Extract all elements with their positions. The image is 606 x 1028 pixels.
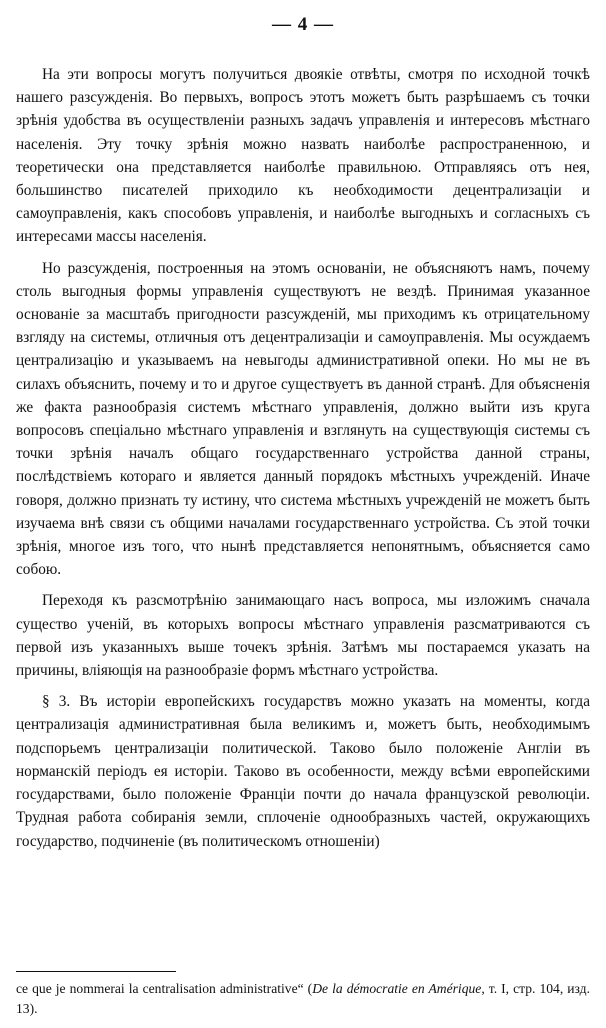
page-number: — 4 —: [272, 14, 334, 35]
paragraph-4: § 3. Въ исторіи европейскихъ государствъ можно указать на моменты, когда централизація административная была великимъ и, можетъ быть, необходимымъ подспорьемъ централизаціи политической. Таково было положеніе Англіи въ норманскій періодъ ея исторіи. Таково въ особенности, между всѣми европейскими государствами, было положеніе Франціи почти до начала французской революціи. Трудная работа собиранія земли, сплоченіе однообразныхъ частей, окружающихъ государство, подчиненіе (въ политическомъ отношеніи): [16, 693, 590, 850]
paragraph-2: Но разсужденія, построенныя на этомъ основаніи, не объясняютъ намъ, почему столь выгодныя формы управленія существуютъ не вездѣ. Принимая указанное основаніе за масштабъ пригодности разсужденій, мы приходимъ къ отрицательному взгляду на системы, отличныя отъ децентрализаціи и самоуправленія. Мы осуждаемъ централизацію и указываемъ на невыгоды административной опеки. Но мы не въ силахъ объяснить, почему и то и другое существуетъ въ данной странѣ. Для объясненія же факта разнообразія системъ мѣстнаго управленія, должно выйти изъ круга вопросовъ спеціально мѣстнаго управленія и взглянуть на существующія системы съ точки зрѣнія началъ общаго государственнаго устройства данной страны, послѣдствіемъ котораго и является данный порядокъ мѣстныхъ учрежденій. Иначе говоря, должно признать ту истину, что система мѣстныхъ учрежденій не можетъ быть изучаема внѣ связи съ общими началами государственнаго устройства. Съ этой точки зрѣнія, многое изъ того, что нынѣ представляется непонятнымъ, объясняется само собою.: [16, 259, 590, 579]
footnote: [16, 979, 590, 1019]
footnote-book-title: De la démocratie en Amérique: [312, 981, 482, 996]
footnote-text-after: , т. I, стр. 104, изд. 13).: [16, 981, 590, 1016]
paragraph-3: Переходя къ разсмотрѣнію занимающаго насъ вопроса, мы изложимъ сначала существо ученій, въ которыхъ вопросы мѣстнаго управленія разсматриваются съ первой изъ указанныхъ выше точекъ зрѣнія. Затѣмъ мы постараемся указать на причины, вліяющія на разнообразіе формъ мѣстнаго устройства.: [16, 592, 590, 680]
footnote-text-before: ce que je nommerai la centralisation administrative“ (: [16, 981, 313, 996]
paragraph-1: На эти вопросы могутъ получиться двоякіе отвѣты, смотря по исходной точкѣ нашего разсужденія. Во первыхъ, вопросъ этотъ можетъ быть разрѣшаемъ съ точки зрѣнія удобства въ осуществленіи разныхъ задачъ управленія и интересовъ мѣстнаго населенія. Эту точку зрѣнія можно назвать наиболѣе распространенною, и теоретически она представляется наиболѣе правильною. Отправляясь отъ нея, большинство писателей приходило къ необходимости децентрализаціи и самоуправленія, какъ способовъ управленія, и наиболѣе выгодныхъ и согласныхъ съ интересами массы населенія.: [16, 66, 590, 246]
main-text: [16, 63, 590, 853]
footnote-separator: [16, 971, 176, 972]
